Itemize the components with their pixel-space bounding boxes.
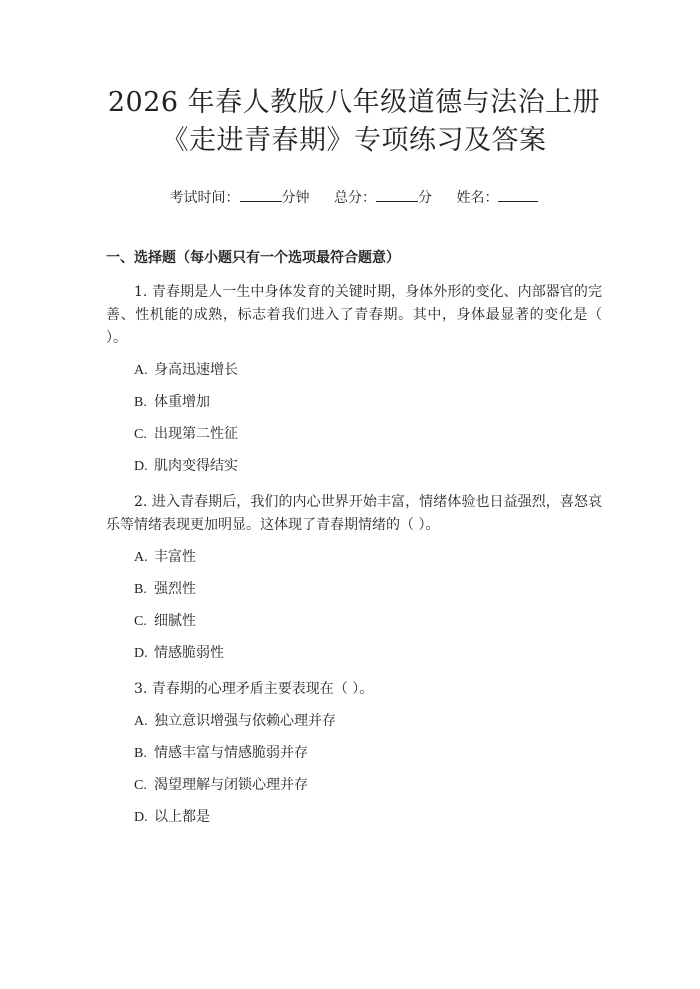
option-b bbox=[106, 742, 602, 765]
exam-time-label: 考试时间： bbox=[169, 190, 240, 206]
option-d bbox=[106, 455, 602, 478]
total-score-blank bbox=[376, 188, 418, 202]
option-text: 渴望理解与闭锁心理并存 bbox=[154, 777, 308, 793]
option-text: 情感脆弱性 bbox=[154, 645, 224, 661]
option-text: 细腻性 bbox=[154, 613, 196, 629]
option-letter: A. bbox=[134, 714, 148, 729]
option-text: 身高迅速增长 bbox=[154, 362, 238, 378]
question-stem: 1. 青春期是人一生中身体发育的关键时期，身体外形的变化、内部器官的完善、性机能的成熟，标志着我们进入了青春期。其中，身体最显著的变化是（ ）。 bbox=[106, 284, 602, 346]
option-text: 丰富性 bbox=[154, 549, 196, 565]
option-c bbox=[106, 423, 602, 446]
total-score-label: 总分： bbox=[334, 190, 376, 206]
option-a bbox=[106, 359, 602, 382]
option-text: 独立意识增强与依赖心理并存 bbox=[154, 713, 336, 729]
option-d bbox=[106, 642, 602, 665]
option-c bbox=[106, 774, 602, 797]
exam-time-blank bbox=[240, 188, 282, 202]
student-name-label: 姓名： bbox=[456, 190, 499, 206]
option-letter: D. bbox=[134, 459, 148, 474]
question-1 bbox=[106, 281, 602, 478]
question-3 bbox=[106, 678, 602, 829]
question-2 bbox=[106, 491, 602, 665]
option-text: 肌肉变得结实 bbox=[154, 458, 238, 474]
question-stem: 3. 青春期的心理矛盾主要表现在（ ）。 bbox=[134, 681, 374, 697]
option-letter: B. bbox=[134, 746, 147, 761]
section-heading: 一、选择题（每小题只有一个选项最符合题意） bbox=[106, 250, 400, 266]
exam-time-unit: 分钟 bbox=[281, 190, 310, 206]
option-letter: C. bbox=[134, 614, 147, 629]
exam-page bbox=[0, 84, 700, 989]
exam-meta bbox=[106, 188, 602, 208]
student-name-blank bbox=[498, 188, 538, 202]
document-title: 2026 年春人教版八年级道德与法治上册《走进青春期》专项练习及答案 bbox=[107, 87, 601, 156]
option-text: 强烈性 bbox=[154, 581, 196, 597]
option-c bbox=[106, 610, 602, 633]
option-letter: C. bbox=[134, 427, 147, 442]
option-letter: B. bbox=[134, 582, 147, 597]
option-letter: C. bbox=[134, 778, 147, 793]
option-text: 以上都是 bbox=[154, 809, 210, 825]
option-letter: D. bbox=[134, 810, 148, 825]
option-b bbox=[106, 391, 602, 414]
total-score-unit: 分 bbox=[418, 190, 432, 206]
option-letter: A. bbox=[134, 550, 148, 565]
option-text: 体重增加 bbox=[154, 394, 210, 410]
option-letter: B. bbox=[134, 395, 147, 410]
option-text: 情感丰富与情感脆弱并存 bbox=[154, 745, 308, 761]
option-d bbox=[106, 806, 602, 829]
total-score bbox=[334, 188, 432, 208]
option-b bbox=[106, 578, 602, 601]
option-text: 出现第二性征 bbox=[154, 426, 238, 442]
question-stem: 2. 进入青春期后，我们的内心世界开始丰富，情绪体验也日益强烈，喜怒哀乐等情绪表现更加明显。这体现了青春期情绪的（ ）。 bbox=[106, 494, 602, 533]
option-letter: A. bbox=[134, 363, 148, 378]
option-a bbox=[106, 546, 602, 569]
student-name bbox=[456, 188, 538, 208]
exam-time bbox=[170, 188, 310, 208]
option-letter: D. bbox=[134, 646, 148, 661]
option-a bbox=[106, 710, 602, 733]
